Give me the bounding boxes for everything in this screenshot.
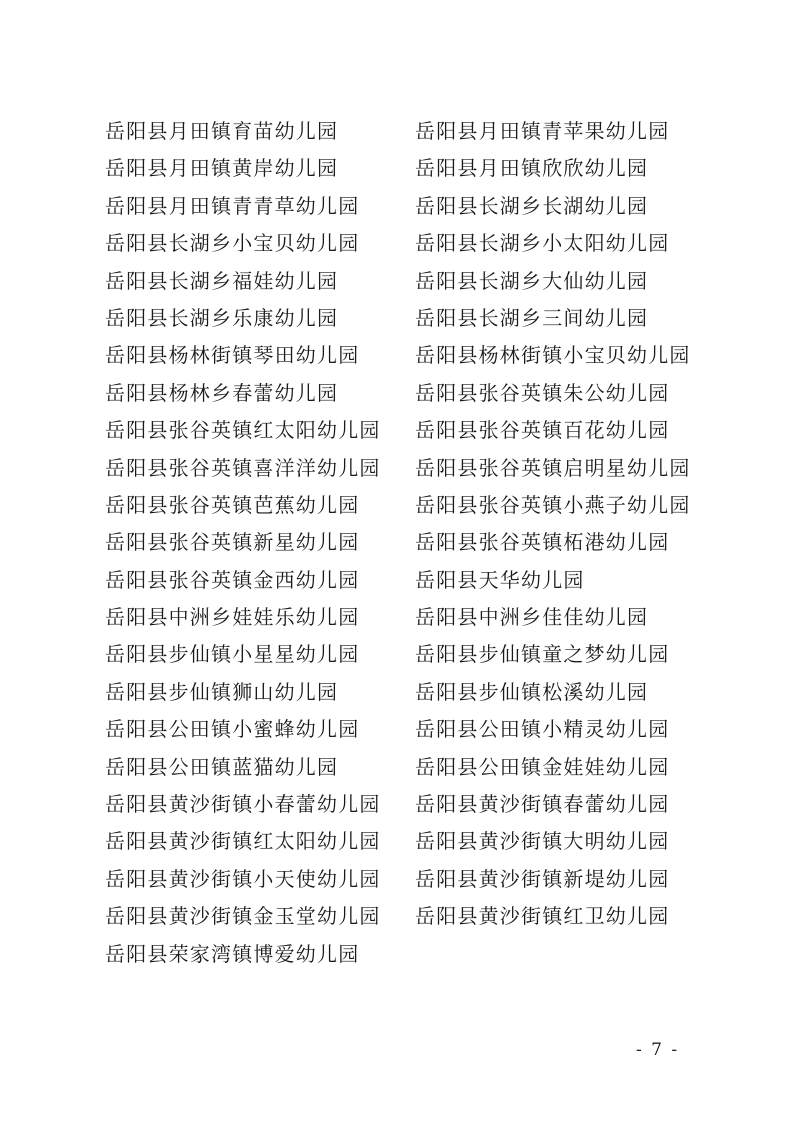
list-item: 岳阳县长湖乡乐康幼儿园 — [105, 305, 339, 330]
list-item: 岳阳县长湖乡长湖幼儿园 — [415, 193, 649, 218]
list-item: 岳阳县黄沙街镇春蕾幼儿园 — [415, 792, 670, 817]
list-item: 岳阳县长湖乡大仙幼儿园 — [415, 268, 649, 293]
kindergarten-list-left — [105, 113, 405, 973]
list-item: 岳阳县月田镇青苹果幼儿园 — [415, 119, 670, 143]
list-item: 岳阳县长湖乡小宝贝幼儿园 — [105, 231, 360, 256]
list-item: 岳阳县步仙镇童之梦幼儿园 — [415, 642, 670, 667]
list-item: 岳阳县长湖乡小太阳幼儿园 — [415, 231, 670, 256]
list-item: 岳阳县黄沙街镇小天使幼儿园 — [105, 866, 381, 891]
list-item: 岳阳县黄沙街镇红太阳幼儿园 — [105, 829, 381, 854]
list-item: 岳阳县张谷英镇金西幼儿园 — [105, 567, 360, 592]
list-item: 岳阳县天华幼儿园 — [415, 567, 585, 592]
list-item: 岳阳县公田镇金娃娃幼儿园 — [415, 754, 670, 779]
list-item: 岳阳县黄沙街镇新堤幼儿园 — [415, 866, 670, 891]
list-item: 岳阳县张谷英镇朱公幼儿园 — [415, 380, 670, 405]
list-item: 岳阳县步仙镇狮山幼儿园 — [105, 679, 339, 704]
list-item: 岳阳县张谷英镇小燕子幼儿园 — [415, 492, 691, 517]
list-item: 岳阳县长湖乡三间幼儿园 — [415, 305, 649, 330]
page-number: - 7 - — [636, 1040, 680, 1060]
list-item: 岳阳县张谷英镇红太阳幼儿园 — [105, 418, 381, 443]
list-item: 岳阳县中洲乡佳佳幼儿园 — [415, 605, 649, 630]
list-item: 岳阳县月田镇青青草幼儿园 — [105, 193, 360, 218]
list-item: 岳阳县杨林街镇小宝贝幼儿园 — [415, 343, 691, 368]
list-item: 岳阳县月田镇欣欣幼儿园 — [415, 156, 649, 181]
list-item: 岳阳县步仙镇松溪幼儿园 — [415, 679, 649, 704]
list-item: 岳阳县荣家湾镇博爱幼儿园 — [105, 941, 360, 966]
list-item: 岳阳县张谷英镇启明星幼儿园 — [415, 455, 691, 480]
list-item: 岳阳县公田镇蓝猫幼儿园 — [105, 754, 339, 779]
list-item: 岳阳县张谷英镇新星幼儿园 — [105, 530, 360, 555]
list-item: 岳阳县月田镇黄岸幼儿园 — [105, 156, 339, 181]
list-item: 岳阳县张谷英镇柘港幼儿园 — [415, 530, 670, 555]
list-item: 岳阳县月田镇育苗幼儿园 — [105, 119, 339, 143]
list-item: 岳阳县黄沙街镇红卫幼儿园 — [415, 904, 670, 929]
list-item: 岳阳县张谷英镇芭蕉幼儿园 — [105, 492, 360, 517]
list-item: 岳阳县步仙镇小星星幼儿园 — [105, 642, 360, 667]
list-item: 岳阳县黄沙街镇小春蕾幼儿园 — [105, 792, 381, 817]
kindergarten-list-right — [415, 113, 745, 936]
list-item: 岳阳县张谷英镇喜洋洋幼儿园 — [105, 455, 381, 480]
list-item: 岳阳县杨林乡春蕾幼儿园 — [105, 380, 339, 405]
list-item: 岳阳县公田镇小蜜蜂幼儿园 — [105, 717, 360, 742]
list-item: 岳阳县公田镇小精灵幼儿园 — [415, 717, 670, 742]
list-item: 岳阳县黄沙街镇金玉堂幼儿园 — [105, 904, 381, 929]
list-item: 岳阳县中洲乡娃娃乐幼儿园 — [105, 605, 360, 630]
list-item: 岳阳县长湖乡福娃幼儿园 — [105, 268, 339, 293]
list-item: 岳阳县杨林街镇琴田幼儿园 — [105, 343, 360, 368]
list-item: 岳阳县张谷英镇百花幼儿园 — [415, 418, 670, 443]
list-item: 岳阳县黄沙街镇大明幼儿园 — [415, 829, 670, 854]
